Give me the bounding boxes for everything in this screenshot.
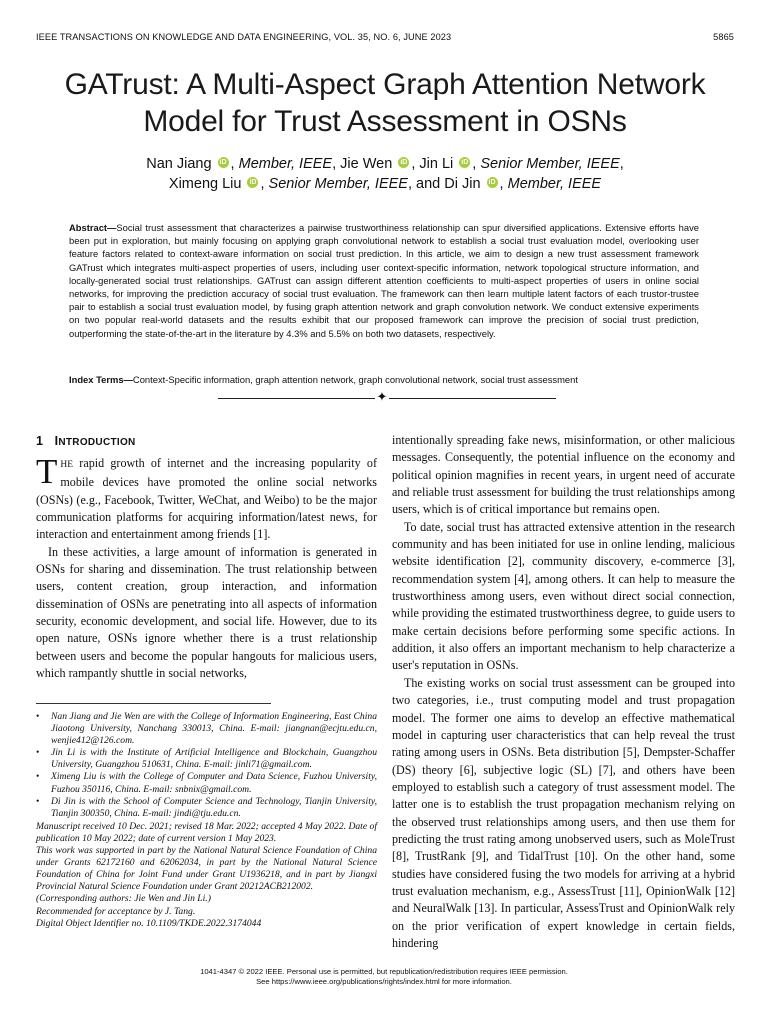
orcid-icon[interactable]: iD (488, 179, 496, 186)
author-role: Member, IEEE (507, 176, 602, 192)
section-heading (36, 434, 136, 448)
orcid-icon[interactable]: iD (461, 159, 469, 166)
abstract-text: Social trust assessment that characterizes a pairwise trustworthiness relationship can spur diversified applications. Extensive efforts have been put in exploration, but mainly focusing on applying graph convolutional network to establish a social trust evaluation model, overlooking user feature factors related to context-aware information on social trust prediction. In this article, we aim to design a new trust assessment framework GATrust which integrates multi-aspect properties of users, including user context-specific information, network topological structure information, and locally-generated social trust relationships. GATrust can assign different attention coefficients to multi-aspect properties of users in online social networks, for improving the prediction accuracy of social trust evaluation. The framework can then learn multiple latent factors of each trustor-trustee pair to establish a social trust evaluation model, by fusing graph attention network and graph convolution network. We conduct extensive experiments on two popular real-world datasets and the results exhibit that our proposed framework can improve the precision of social trust prediction, outperforming the state-of-the-art in the literature by 4.3% and 5.5% on both two datasets, respectively. (69, 222, 699, 339)
funding-note: This work was supported in part by the National Natural Science Foundation of China under Grants 62172160 and 62062034, in part by the National Natural Science Foundation of China for Joint Fund under Grant U1936218, and in part by Jiangxi Provincial Natural Science Foundation under Grant 20212ACB212002. (36, 845, 377, 893)
section-title-initial: I (54, 434, 59, 448)
page-number: 5865 (713, 32, 734, 42)
author-role: Senior Member, IEEE (268, 176, 408, 192)
author-name: Di Jin (444, 176, 481, 192)
footnote-affiliation: • Di Jin is with the School of Computer Science and Technology, Tianjin University, Tianjin 300350, China. E-mail: jindi@tju.edu.cn. (36, 796, 377, 820)
section-title-rest: NTRODUCTION (58, 437, 136, 448)
author-name: Jie Wen (340, 156, 393, 172)
author-role: Senior Member, IEEE (480, 156, 620, 172)
right-column (392, 432, 735, 952)
left-column (36, 452, 377, 682)
footnotes (36, 711, 377, 930)
abstract (69, 221, 699, 340)
footnote-affiliation: • Ximeng Liu is with the College of Computer and Data Science, Fuzhou University, Fuzhou 350116, China. E-mail: snbnix@gmail.com. (36, 771, 377, 795)
section-number: 1 (36, 434, 44, 448)
footnote-affiliation: • Nan Jiang and Jie Wen are with the College of Information Engineering, East China Jiaotong University, Nanchang 330013, China. E-mail: jiangnan@ecjtu.edu.cn, wenjie412@126.com. (36, 711, 377, 747)
rights-link[interactable]: See https://www.ieee.org/publications/rights/index.html for more information. (256, 976, 512, 986)
orcid-icon[interactable]: iD (219, 159, 227, 166)
paragraph: intentionally spreading fake news, misinformation, or other malicious messages. Consequently, the potential influence on the economy and political opinion magnifies in recent years, in urgent need of accurate and reliable trust assessment for building the trust relationships among users, which is of critical importance but remains open. (392, 433, 735, 517)
journal-name: IEEE TRANSACTIONS ON KNOWLEDGE AND DATA ENGINEERING, VOL. 35, NO. 6, JUNE 2023 (36, 32, 452, 42)
paragraph-text: rapid growth of internet and the increasing popularity of mobile devices have promoted the online social networks (OSNs) (e.g., Facebook, Twitter, WeChat, and Weibo) to be the major communication platforms for acquiring information/latest news, for interaction and entertainment among friends [1]. (36, 456, 377, 542)
doi: Digital Object Identifier no. 10.1109/TKDE.2022.3174044 (36, 917, 262, 929)
author-name: Ximeng Liu (168, 176, 242, 192)
paragraph (36, 452, 377, 544)
footnote-affiliation: • Jin Li is with the Institute of Artificial Intelligence and Blockchain, Guangzhou University, Guangzhou 510631, China. E-mail: jinli71@gmail.com. (36, 747, 377, 771)
manuscript-dates: Manuscript received 10 Dec. 2021; revised 18 Mar. 2022; accepted 4 May 2022. Date of publication 10 May 2022; date of current version 1 May 2023. (36, 820, 377, 844)
index-terms-text: Context-Specific information, graph attention network, graph convolutional network, social trust assessment (132, 374, 578, 385)
orcid-icon[interactable]: iD (249, 179, 257, 186)
orcid-icon[interactable]: iD (400, 159, 408, 166)
running-header (36, 32, 734, 42)
recommended-by: Recommended for acceptance by J. Tang. (36, 905, 196, 917)
index-terms (69, 373, 709, 386)
copyright-line: 1041-4347 © 2022 IEEE. Personal use is permitted, but republication/redistribution requires IEEE permission. (200, 967, 568, 976)
small-caps-lead: HE (60, 460, 74, 470)
paragraph: To date, social trust has attracted extensive attention in the research community and has been initiated for use in online lending, malicious website identification [2], community discovery, e-commerce [3], recommendation system [4], among others. It can help to measure the trustworthiness among users, even without direct social connection, while providing the estimated trustworthiness degree, to guide users to make certain decisions before performing some specific actions. In addition, it also offers an important mechanism to help characterize a user's reputation in OSNs. (392, 519, 735, 673)
drop-cap: T (36, 452, 58, 491)
author-role: Member, IEEE (238, 156, 333, 172)
paragraph: In these activities, a large amount of information is generated in OSNs for sharing and dissemination. The trust relationship between users, content creation, group interaction, and information dissemination of OSNs are penetrating into all aspects of information security, economic development, and social life. However, due to its open nature, OSNs ignore whether there is a trust relationship between users and become the popular hangouts for malicious users, which rampantly shuttle in social networks, (36, 544, 377, 681)
author-name: Jin Li (419, 156, 454, 172)
index-terms-label: Index Terms— (69, 374, 133, 385)
paper-title: GATrust: A Multi-Aspect Graph Attention Network Model for Trust Assessment in OSNs (64, 68, 706, 138)
separator-diamond-icon: ✦ (376, 389, 388, 404)
abstract-label: Abstract— (69, 222, 117, 233)
author-list: Nan Jiang iD , Member, IEEE, Jie Wen iD , Jin Li iD , Senior Member, IEEE, Ximeng Liu iD , Senior Member, IEEE, and Di Jin iD , Member, IEEE (146, 156, 624, 192)
footnote-rule (36, 703, 271, 704)
corresponding-authors: (Corresponding authors: Jie Wen and Jin Li.) (36, 893, 211, 905)
copyright-notice (100, 967, 668, 986)
author-name: Nan Jiang (146, 156, 212, 172)
paragraph: The existing works on social trust assessment can be grouped into two categories, i.e., trust computing model and trust propagation model. The former one aims to develop an effective mathematical model in capturing user characteristics that can help reveal the trust rating among users in OSNs. Beta distribution [5], Dempster-Schaffer (DS) theory [6], subjective logic (SL) [7], and others have been employed to establish such a category of trust assessment model. The latter one is to establish the trust propagation mechanism relying on the observed trust relationships among users, and then use them for predicting the trust rating among unobserved users, such as MoleTrust [8], TrustRank [9], and TidalTrust [10]. On the other hand, some studies have considered fusing the two models for arriving at a hybrid trust evaluation mechanism, e.g., AssessTrust [11], OpinionWalk [12] and NeuralWalk [13]. In particular, AssessTrust and OpinionWalk rely on the prior verification of expert knowledge in certain fields, hindering (392, 675, 735, 950)
